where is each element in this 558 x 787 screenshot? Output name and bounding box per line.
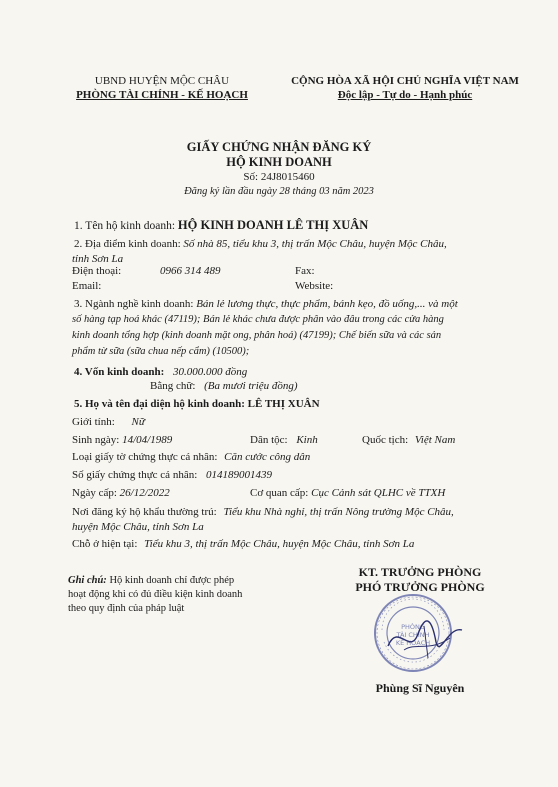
issue-date-label: Ngày cấp: xyxy=(72,487,117,499)
issuer-header xyxy=(62,74,262,102)
capital-value: 30.000.000 đồng xyxy=(173,366,248,378)
signer-role-line1: KT. TRƯỞNG PHÒNG xyxy=(358,565,482,579)
dob-value: 14/04/1989 xyxy=(122,434,173,446)
idtype-value: Căn cước công dân xyxy=(224,451,311,463)
representative-name: LÊ THỊ XUÂN xyxy=(247,398,320,410)
ethnic-row xyxy=(250,434,318,446)
idno-value: 014189001439 xyxy=(206,469,273,481)
issuer-row xyxy=(250,487,445,499)
business-lines-line1: Bán lẻ lương thực, thực phẩm, bánh kẹo, đồ uống,... và một xyxy=(196,298,458,310)
nationality-label: Quốc tịch: xyxy=(362,434,409,446)
district-committee: UBND HUYỆN MỘC CHÂU xyxy=(94,75,230,87)
current-address-row xyxy=(72,538,414,550)
dob-label: Sinh ngày: xyxy=(72,434,120,446)
issuer-value: Cục Cảnh sát QLHC về TTXH xyxy=(311,487,446,499)
location-value-line2: tỉnh Sơn La xyxy=(72,253,124,265)
finance-department: PHÒNG TÀI CHÍNH - KẾ HOẠCH xyxy=(76,89,248,101)
issuer-label: Cơ quan cấp: xyxy=(250,487,309,499)
idtype-label: Loại giấy tờ chứng thực cá nhân: xyxy=(72,451,218,463)
issue-date-row xyxy=(72,487,170,499)
business-lines-line2: số hàng tạp hoá khác (47119); Bán lẻ khác chưa được phân vào đâu trong các cửa hàng xyxy=(72,314,444,325)
note-label: Ghi chú: xyxy=(68,575,107,586)
location-label: 2. Địa điểm kinh doanh: xyxy=(74,238,181,250)
svg-text:KẾ HOẠCH: KẾ HOẠCH xyxy=(395,639,431,647)
fax-label: Fax: xyxy=(295,265,315,277)
capital-words-label: Bằng chữ: xyxy=(150,380,196,392)
gender-label: Giới tính: xyxy=(72,416,115,428)
national-motto: Độc lập - Tự do - Hạnh phúc xyxy=(337,89,473,101)
business-name-label: 1. Tên hộ kinh doanh: xyxy=(74,220,176,232)
section-business-name xyxy=(74,218,368,233)
business-lines-label: 3. Ngành nghề kinh doanh: xyxy=(74,298,194,310)
gender-row xyxy=(72,416,145,428)
permanent-address-line1: Tiểu khu Nhà nghỉ, thị trấn Nông trường Mộc Châu, xyxy=(223,506,454,518)
note-line1: Hộ kinh doanh chỉ được phép xyxy=(106,575,235,586)
note-block xyxy=(68,574,242,616)
first-registration-date: Đăng ký lần đầu ngày 28 tháng 03 năm 2023 xyxy=(184,186,374,197)
permanent-address-label: Nơi đăng ký hộ khẩu thường trú: xyxy=(72,506,217,518)
idtype-row xyxy=(72,451,310,463)
note-line2: hoạt động khi có đủ điều kiện kinh doanh xyxy=(68,589,243,600)
ethnic-label: Dân tộc: xyxy=(250,434,288,446)
email-label: Email: xyxy=(72,280,102,292)
document-title: GIẤY CHỨNG NHẬN ĐĂNG KÝ xyxy=(186,140,372,154)
business-lines-line4: phẩm từ sữa (sữa chua nếp cẩm) (10500); xyxy=(72,346,250,357)
business-name-value: HỘ KINH DOANH LÊ THỊ XUÂN xyxy=(177,218,369,232)
nationality-value: Việt Nam xyxy=(414,434,456,446)
country-name: CỘNG HÒA XÃ HỘI CHỦ NGHĨA VIỆT NAM xyxy=(291,75,519,87)
certificate-number: Số: 24J8015460 xyxy=(243,171,315,183)
capital-words xyxy=(150,380,298,392)
business-lines-line3: kinh doanh tổng hợp (kinh doanh mặt ong, phân hoá) (47199); Chế biến sữa và các sản xyxy=(72,330,442,341)
phone-label: Điện thoại: xyxy=(72,265,122,277)
current-address-value: Tiểu khu 3, thị trấn Mộc Châu, huyện Mộc Châu, tỉnh Sơn La xyxy=(144,538,415,550)
note-line3: theo quy định của pháp luật xyxy=(68,603,185,614)
gender-value: Nữ xyxy=(131,416,145,428)
section-business-lines xyxy=(74,298,458,310)
nationality-row xyxy=(362,434,455,446)
ethnic-value: Kinh xyxy=(296,434,318,446)
capital-words-value: (Ba mươi triệu đồng) xyxy=(204,380,298,392)
idno-row xyxy=(72,469,272,481)
phone-value: 0966 314 489 xyxy=(160,265,221,277)
svg-text:TÀI CHÍNH: TÀI CHÍNH xyxy=(396,631,430,639)
section-representative xyxy=(74,398,320,410)
section-business-location xyxy=(74,238,447,250)
idno-label: Số giấy chứng thực cá nhân: xyxy=(72,469,198,481)
svg-text:PHÒNG: PHÒNG xyxy=(401,623,425,631)
capital-label: 4. Vốn kinh doanh: xyxy=(74,366,165,378)
document-subtitle: HỘ KINH DOANH xyxy=(226,155,332,169)
location-value-line1: Số nhà 85, tiểu khu 3, thị trấn Mộc Châu, huyện Mộc Châu, xyxy=(183,238,447,250)
permanent-address-row xyxy=(72,506,454,518)
website-label: Website: xyxy=(295,280,334,292)
signer-name: Phùng Sĩ Nguyên xyxy=(375,681,465,695)
signer-role-line2: PHÓ TRƯỞNG PHÒNG xyxy=(355,580,485,594)
national-header xyxy=(270,74,540,102)
handwritten-signature xyxy=(380,612,470,666)
dob-row xyxy=(72,434,172,446)
current-address-label: Chỗ ở hiện tại: xyxy=(72,538,138,550)
section-capital xyxy=(74,366,247,378)
issue-date-value: 26/12/2022 xyxy=(119,487,170,499)
representative-label: 5. Họ và tên đại diện hộ kinh doanh: xyxy=(74,398,245,410)
permanent-address-line2: huyện Mộc Châu, tỉnh Sơn La xyxy=(72,521,204,533)
